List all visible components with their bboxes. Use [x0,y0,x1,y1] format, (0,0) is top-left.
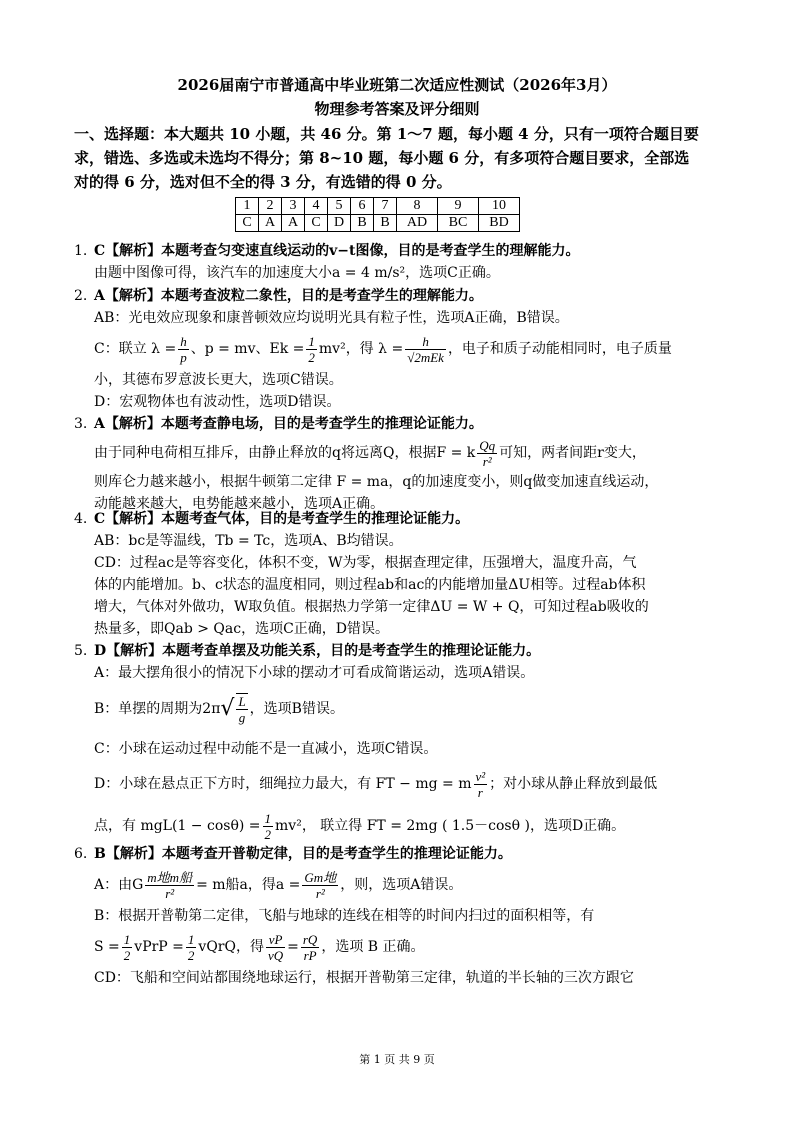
fraction: $\frac{vP}{vQ}$ [267,931,284,963]
fraction: $\frac{Qq}{\text{r²}}$ [479,437,496,469]
sqrt-icon: √ [220,696,235,721]
document-subtitle: 物理参考答案及评分细则 [314,100,480,118]
fraction: $\frac{h}{p}$ [180,333,187,365]
fraction: $\frac{1}{2}$ [308,333,315,365]
question-formula-line: 由于同种电荷相互排斥，由静止释放的q将远离Q，根据F = k $\frac{Qq}{\text{r²}}$ 可知，两者间距r变大， [94,437,646,469]
answer-value: B [351,215,374,232]
answer-number: 8 [397,198,438,215]
section-line-3: 对的得 6 分，选对但不全的得 3 分，有选错的得 0 分。 [74,173,452,191]
question-text: 小，其德布罗意波长更大，选项C错误。 [94,372,343,388]
section-instructions [74,122,724,194]
document-title: 2026届南宁市普通高中毕业班第二次适应性测试（2026年3月） [177,76,617,94]
answer-value: BD [479,215,520,232]
answer-value: B [374,215,397,232]
answer-number: 7 [374,198,397,215]
answer-number: 4 [305,198,328,215]
fraction: $\frac{L}{g}$ [238,694,246,725]
answer-table-numbers-row [236,198,520,215]
question-text: 热量多，即Qab > Qac，选项C正确，D错误。 [94,621,390,637]
question-text: C：小球在运动过程中动能不是一直减小，选项C错误。 [94,741,438,757]
question-3 [74,413,724,515]
question-text: CD：过程ac是等容变化，体积不变，W为零，根据查理定律，压强增大，温度升高，气 [94,555,637,571]
question-1 [74,240,724,284]
question-text: AB：光电效应现象和康普顿效应均说明光具有粒子性，选项A正确，B错误。 [94,310,569,326]
question-formula-line: A：由G $\frac{\text{m地m船}}{\text{r²}}$ = m船a，得a = $\frac{\text{Gm地}}{\text{r²}}$ ，则，选项A错误。 [94,869,463,901]
fraction: $\frac{\text{m地m船}}{\text{r²}}$ [147,869,193,901]
question-heading: 1. C【解析】本题考查匀变速直线运动的v−t图像，目的是考查学生的理解能力。 [74,243,580,259]
question-heading: 6. B【解析】本题考查开普勒定律，目的是考查学生的推理论证能力。 [74,846,512,862]
answer-table-answers-row [236,215,520,232]
question-heading: 2. A【解析】本题考查波粒二象性，目的是考查学生的理解能力。 [74,288,483,304]
question-text: 增大，气体对外做功，W取负值。根据热力学第一定律ΔU = W + Q，可知过程ab吸收的 [94,599,649,615]
answer-number: 6 [351,198,374,215]
question-text: A：最大摆角很小的情况下小球的摆动才可看成简谐运动，选项A错误。 [94,665,535,681]
answer-value: D [328,215,351,232]
question-formula-line: 点，有 mgL(1 − cosθ) = $\frac{1}{2}$ mv²， 联立得 FT = 2mg ( 1.5－cosθ )，选项D正确。 [94,810,626,842]
question-text: 体的内能增加。b、c状态的温度相同，则过程ab和ac的内能增加量ΔU相等。过程ab体积 [94,577,646,593]
question-text: CD：飞船和空间站都围绕地球运行，根据开普勒第三定律，轨道的半长轴的三次方跟它 [94,970,634,986]
question-formula-line: S = $\frac{1}{2}$ vPrP = $\frac{1}{2}$ vQrQ，得 $\frac{vP}{vQ}$ = $\frac{rQ}{rP}$ ，选项 B 正确。 [94,931,425,963]
question-4 [74,508,724,640]
answer-value: A [259,215,282,232]
answer-value: BC [438,215,479,232]
answer-value: AD [397,215,438,232]
answer-value: A [282,215,305,232]
question-text: D：宏观物体也有波动性，选项D错误。 [94,394,341,410]
question-heading: 4. C【解析】本题考查气体，目的是考查学生的推理论证能力。 [74,511,470,527]
answer-number: 9 [438,198,479,215]
question-text: 动能越来越大，电势能越来越小，选项A正确。 [94,496,385,512]
fraction: $\frac{1}{2}$ [187,931,195,963]
fraction: $\frac{1}{2}$ [264,810,272,842]
answer-number: 5 [328,198,351,215]
answer-number: 3 [282,198,305,215]
question-text: 由题中图像可得，该汽车的加速度大小a = 4 m/s²，选项C正确。 [94,265,500,281]
question-formula-line: D：小球在悬点正下方时，细绳拉力最大，有 FT − mg = m $\frac{\text{v²}}{r}$ ；对小球从静止释放到最低 [94,768,658,800]
answer-number: 2 [259,198,282,215]
question-5 [74,640,724,848]
question-text: 则库仑力越来越小，根据牛顿第二定律 F = ma，q的加速度变小，则q做变加速直线运动， [94,474,659,490]
section-line-1: 一、选择题：本大题共 10 小题，共 46 分。第 1～7 题，每小题 4 分，只有一项符合题目要 [74,125,699,143]
question-heading: 3. A【解析】本题考查静电场，目的是考查学生的推理论证能力。 [74,416,483,432]
answer-table [235,197,520,232]
question-6 [74,843,724,989]
fraction: $\frac{h}{\text{√2mEk}}$ [407,333,444,365]
question-formula-line: C：联立 λ = $\frac{h}{p}$ 、p = mv、Ek = $\frac{1}{2}$ mv²，得 λ = $\frac{h}{\text{√2mEk}}$ ，电子和质子动能相同时，电子质量 [94,333,672,365]
question-text: B：根据开普勒第二定律，飞船与地球的连线在相等的时间内扫过的面积相等，有 [94,908,595,924]
fraction: $\frac{\text{v²}}{r}$ [475,768,486,800]
fraction: $\frac{rQ}{rP}$ [302,931,318,963]
answer-value: C [236,215,259,232]
question-heading: 5. D【解析】本题考查单摆及功能关系，目的是考查学生的推理论证能力。 [74,643,541,659]
page-number: 第 1 页 共 9 页 [359,1053,435,1066]
answer-number: 1 [236,198,259,215]
fraction: $\frac{\text{Gm地}}{\text{r²}}$ [304,869,337,901]
answer-number: 10 [479,198,520,215]
question-text: AB：bc是等温线，Tb = Tc，选项A、B均错误。 [94,533,403,549]
question-2 [74,285,724,413]
question-formula-line: B：单摆的周期为2π√ $\frac{L}{g}$ ，选项B错误。 [94,694,344,725]
fraction: $\frac{1}{2}$ [123,931,131,963]
answer-value: C [305,215,328,232]
section-line-2: 求，错选、多选或未选均不得分；第 8~10 题，每小题 6 分，有多项符合题目要求，全部选 [74,149,690,167]
